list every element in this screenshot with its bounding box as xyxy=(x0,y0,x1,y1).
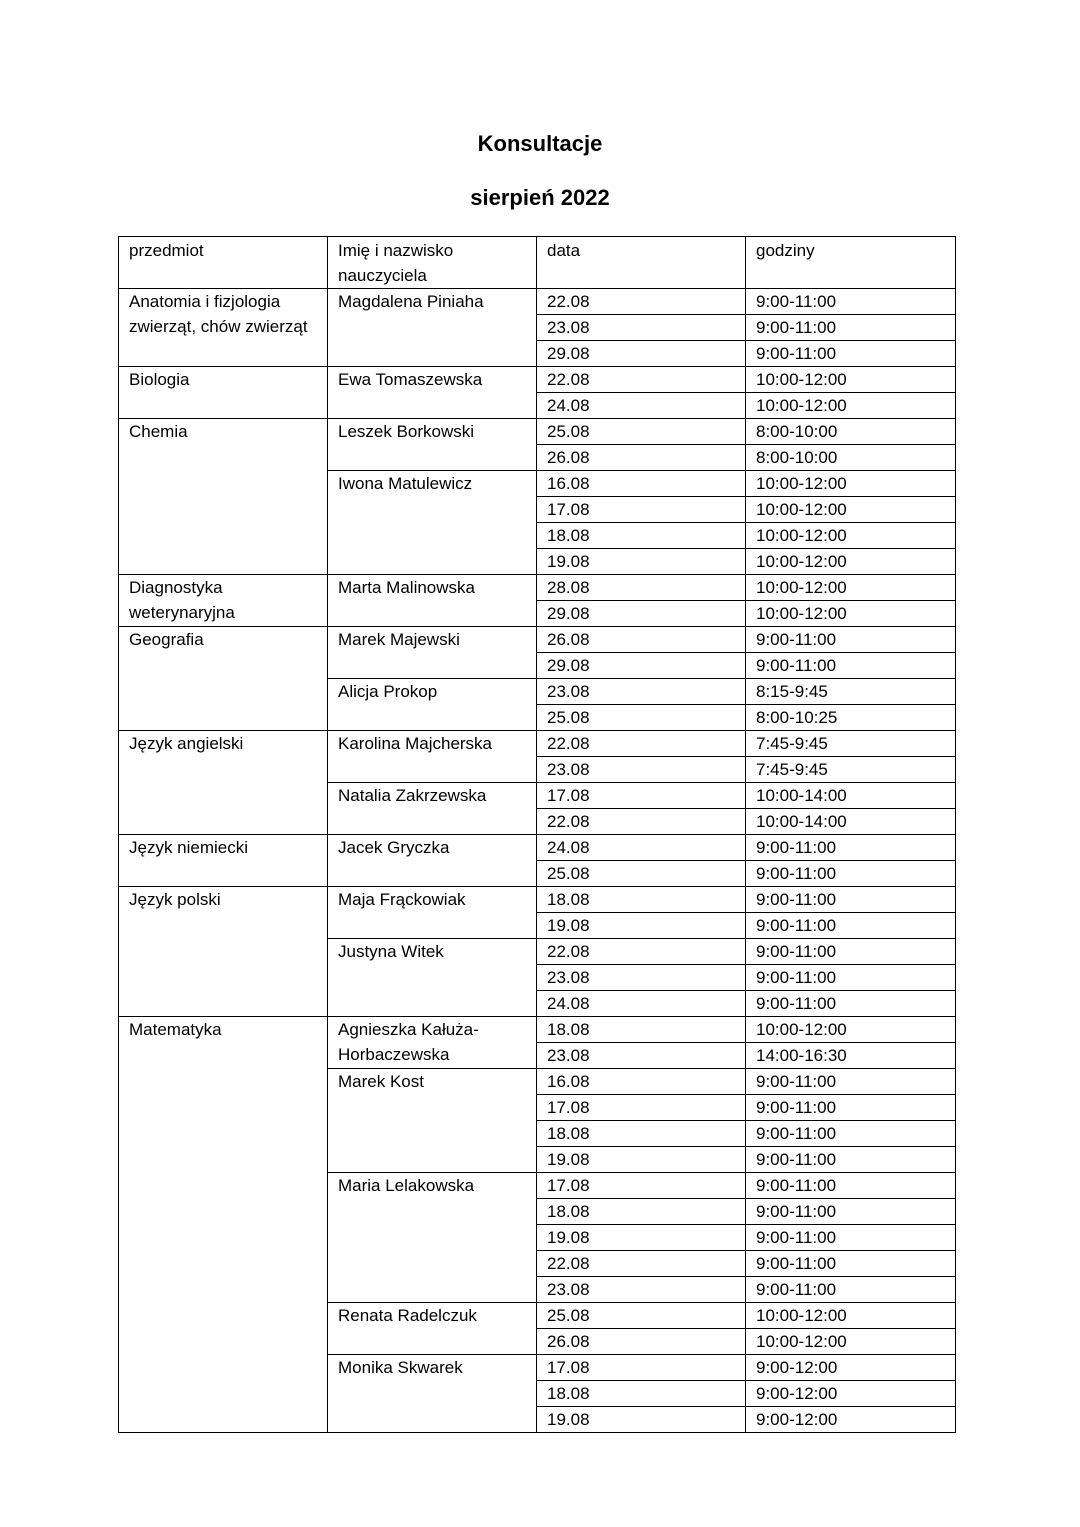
hours-cell: 10:00-12:00 xyxy=(746,1017,956,1043)
date-cell: 16.08 xyxy=(537,471,746,497)
hours-cell: 9:00-11:00 xyxy=(746,939,956,965)
hours-cell: 9:00-11:00 xyxy=(746,965,956,991)
table-header-row xyxy=(119,237,956,289)
hours-cell: 9:00-11:00 xyxy=(746,315,956,341)
date-cell: 24.08 xyxy=(537,835,746,861)
hours-cell: 9:00-11:00 xyxy=(746,341,956,367)
date-cell: 29.08 xyxy=(537,341,746,367)
subject-cell: Matematyka xyxy=(119,1017,328,1433)
date-cell: 23.08 xyxy=(537,757,746,783)
hours-cell: 9:00-11:00 xyxy=(746,913,956,939)
date-cell: 24.08 xyxy=(537,393,746,419)
consultation-table xyxy=(118,236,956,1433)
date-cell: 25.08 xyxy=(537,1303,746,1329)
date-cell: 22.08 xyxy=(537,367,746,393)
hours-cell: 7:45-9:45 xyxy=(746,731,956,757)
date-cell: 26.08 xyxy=(537,445,746,471)
hours-cell: 14:00-16:30 xyxy=(746,1043,956,1069)
teacher-cell: Maja Frąckowiak xyxy=(328,887,537,939)
teacher-cell: Marek Kost xyxy=(328,1069,537,1173)
hours-cell: 9:00-11:00 xyxy=(746,1121,956,1147)
hours-cell: 9:00-11:00 xyxy=(746,653,956,679)
hours-cell: 10:00-12:00 xyxy=(746,601,956,627)
date-cell: 26.08 xyxy=(537,627,746,653)
date-cell: 24.08 xyxy=(537,991,746,1017)
hours-cell: 9:00-11:00 xyxy=(746,1095,956,1121)
teacher-cell: Renata Radelczuk xyxy=(328,1303,537,1355)
teacher-cell: Leszek Borkowski xyxy=(328,419,537,471)
date-cell: 29.08 xyxy=(537,601,746,627)
date-cell: 18.08 xyxy=(537,887,746,913)
subject-cell: Język angielski xyxy=(119,731,328,835)
hours-cell: 10:00-12:00 xyxy=(746,1329,956,1355)
date-cell: 19.08 xyxy=(537,913,746,939)
date-cell: 25.08 xyxy=(537,705,746,731)
table-row xyxy=(119,887,956,913)
teacher-cell: Justyna Witek xyxy=(328,939,537,1017)
date-cell: 29.08 xyxy=(537,653,746,679)
teacher-cell: Marek Majewski xyxy=(328,627,537,679)
hours-cell: 9:00-11:00 xyxy=(746,1173,956,1199)
date-cell: 23.08 xyxy=(537,679,746,705)
header-hours: godziny xyxy=(746,237,956,289)
teacher-cell: Marta Malinowska xyxy=(328,575,537,627)
hours-cell: 10:00-12:00 xyxy=(746,523,956,549)
date-cell: 19.08 xyxy=(537,549,746,575)
hours-cell: 9:00-12:00 xyxy=(746,1355,956,1381)
hours-cell: 9:00-11:00 xyxy=(746,289,956,315)
table-row xyxy=(119,731,956,757)
date-cell: 26.08 xyxy=(537,1329,746,1355)
subject-cell: Geografia xyxy=(119,627,328,731)
hours-cell: 10:00-12:00 xyxy=(746,367,956,393)
hours-cell: 9:00-11:00 xyxy=(746,991,956,1017)
hours-cell: 9:00-11:00 xyxy=(746,1251,956,1277)
hours-cell: 9:00-11:00 xyxy=(746,1277,956,1303)
date-cell: 22.08 xyxy=(537,809,746,835)
teacher-cell: Karolina Majcherska xyxy=(328,731,537,783)
hours-cell: 9:00-11:00 xyxy=(746,1225,956,1251)
date-cell: 19.08 xyxy=(537,1225,746,1251)
table-row xyxy=(119,575,956,601)
page-subtitle: sierpień 2022 xyxy=(470,185,610,210)
table-row xyxy=(119,1017,956,1043)
hours-cell: 9:00-12:00 xyxy=(746,1407,956,1433)
date-cell: 18.08 xyxy=(537,1381,746,1407)
subject-cell: Anatomia i fizjologia zwierząt, chów zwierząt xyxy=(119,289,328,367)
hours-cell: 10:00-14:00 xyxy=(746,783,956,809)
teacher-cell: Monika Skwarek xyxy=(328,1355,537,1433)
hours-cell: 10:00-12:00 xyxy=(746,549,956,575)
hours-cell: 10:00-12:00 xyxy=(746,393,956,419)
teacher-cell: Ewa Tomaszewska xyxy=(328,367,537,419)
date-cell: 17.08 xyxy=(537,783,746,809)
hours-cell: 8:00-10:00 xyxy=(746,419,956,445)
date-cell: 23.08 xyxy=(537,965,746,991)
teacher-cell: Iwona Matulewicz xyxy=(328,471,537,575)
date-cell: 25.08 xyxy=(537,419,746,445)
header-teacher: Imię i nazwisko nauczyciela xyxy=(328,237,537,289)
date-cell: 22.08 xyxy=(537,939,746,965)
date-cell: 17.08 xyxy=(537,1173,746,1199)
date-cell: 18.08 xyxy=(537,523,746,549)
date-cell: 19.08 xyxy=(537,1147,746,1173)
date-cell: 23.08 xyxy=(537,1043,746,1069)
date-cell: 22.08 xyxy=(537,731,746,757)
table-row xyxy=(119,627,956,653)
hours-cell: 9:00-11:00 xyxy=(746,627,956,653)
date-cell: 17.08 xyxy=(537,1355,746,1381)
header-subject: przedmiot xyxy=(119,237,328,289)
date-cell: 22.08 xyxy=(537,1251,746,1277)
subject-cell: Biologia xyxy=(119,367,328,419)
hours-cell: 10:00-12:00 xyxy=(746,497,956,523)
subject-cell: Język niemiecki xyxy=(119,835,328,887)
date-cell: 17.08 xyxy=(537,497,746,523)
date-cell: 23.08 xyxy=(537,1277,746,1303)
hours-cell: 8:00-10:00 xyxy=(746,445,956,471)
hours-cell: 7:45-9:45 xyxy=(746,757,956,783)
subject-cell: Język polski xyxy=(119,887,328,1017)
hours-cell: 10:00-12:00 xyxy=(746,1303,956,1329)
hours-cell: 8:00-10:25 xyxy=(746,705,956,731)
date-cell: 18.08 xyxy=(537,1017,746,1043)
date-cell: 18.08 xyxy=(537,1199,746,1225)
hours-cell: 10:00-12:00 xyxy=(746,471,956,497)
date-cell: 23.08 xyxy=(537,315,746,341)
date-cell: 28.08 xyxy=(537,575,746,601)
hours-cell: 10:00-14:00 xyxy=(746,809,956,835)
page-title: Konsultacje xyxy=(477,131,603,156)
date-cell: 19.08 xyxy=(537,1407,746,1433)
subject-cell: Diagnostyka weterynaryjna xyxy=(119,575,328,627)
teacher-cell: Alicja Prokop xyxy=(328,679,537,731)
header-date: data xyxy=(537,237,746,289)
hours-cell: 9:00-11:00 xyxy=(746,1147,956,1173)
date-cell: 25.08 xyxy=(537,861,746,887)
date-cell: 22.08 xyxy=(537,289,746,315)
hours-cell: 10:00-12:00 xyxy=(746,575,956,601)
hours-cell: 9:00-11:00 xyxy=(746,1069,956,1095)
hours-cell: 9:00-12:00 xyxy=(746,1381,956,1407)
subject-cell: Chemia xyxy=(119,419,328,575)
hours-cell: 9:00-11:00 xyxy=(746,861,956,887)
hours-cell: 9:00-11:00 xyxy=(746,835,956,861)
teacher-cell: Natalia Zakrzewska xyxy=(328,783,537,835)
table-row xyxy=(119,835,956,861)
table-row xyxy=(119,419,956,445)
date-cell: 17.08 xyxy=(537,1095,746,1121)
hours-cell: 9:00-11:00 xyxy=(746,1199,956,1225)
hours-cell: 8:15-9:45 xyxy=(746,679,956,705)
table-row xyxy=(119,367,956,393)
hours-cell: 9:00-11:00 xyxy=(746,887,956,913)
teacher-cell: Agnieszka Kałuża-Horbaczewska xyxy=(328,1017,537,1069)
table-row xyxy=(119,289,956,315)
date-cell: 18.08 xyxy=(537,1121,746,1147)
date-cell: 16.08 xyxy=(537,1069,746,1095)
teacher-cell: Magdalena Piniaha xyxy=(328,289,537,367)
teacher-cell: Maria Lelakowska xyxy=(328,1173,537,1303)
teacher-cell: Jacek Gryczka xyxy=(328,835,537,887)
